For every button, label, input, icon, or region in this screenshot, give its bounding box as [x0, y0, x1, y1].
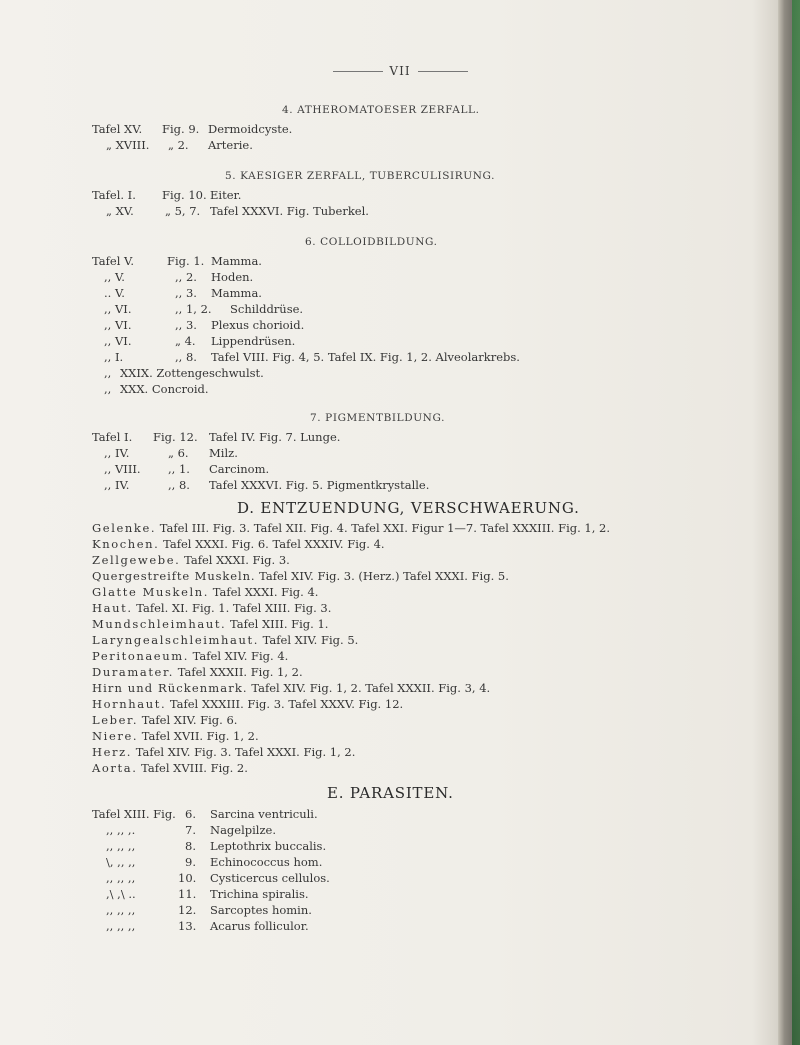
d-refs-5: Tafel. XI. Fig. 1. Tafel XIII. Fig. 3.	[136, 601, 332, 615]
s6-fig-2: ,, 3.	[175, 286, 197, 300]
s5-tafel-1: „ XV.	[106, 204, 134, 218]
d-entry-10	[92, 680, 490, 696]
section-d-heading: D. ENTZUENDUNG, VERSCHWAERUNG.	[237, 499, 580, 517]
d-term-4: Glatte Muskeln.	[92, 585, 210, 599]
e-fig-6: 12.	[178, 903, 197, 917]
e-fig-7: 13.	[178, 919, 197, 933]
d-term-13: Niere.	[92, 729, 139, 743]
e-desc-0: Sarcina ventriculi.	[210, 807, 318, 821]
s5-desc-1: Tafel XXXVI. Fig. Tuberkel.	[210, 204, 369, 218]
d-refs-2: Tafel XXXI. Fig. 3.	[184, 553, 290, 567]
s5-fig-0: Fig. 10.	[162, 188, 207, 202]
e-desc-2: Leptothrix buccalis.	[210, 839, 327, 853]
d-entry-9	[92, 664, 303, 680]
d-term-5: Haut.	[92, 601, 133, 615]
e-tafel-1: ,, ,, ,.	[106, 823, 136, 837]
s6-tafel-0: Tafel V.	[92, 254, 134, 268]
e-fig-2: 8.	[185, 839, 196, 853]
s4-tafel-1: „ XVIII.	[106, 138, 150, 152]
page-number: VII	[389, 64, 411, 78]
d-refs-8: Tafel XIV. Fig. 4.	[192, 649, 289, 663]
s6-fig-0: Fig. 1.	[167, 254, 205, 268]
e-desc-3: Echinococcus hom.	[210, 855, 323, 869]
d-entry-2	[92, 552, 290, 568]
d-term-7: Laryngealschleimhaut.	[92, 633, 259, 647]
s7-fig-1: „ 6.	[168, 446, 189, 460]
d-refs-3: Tafel XIV. Fig. 3. (Herz.) Tafel XXXI. Fig. 5.	[259, 569, 509, 583]
d-term-11: Hornhaut.	[92, 697, 167, 711]
d-term-12: Leber.	[92, 713, 139, 727]
section-5-heading: 5. KAESIGER ZERFALL, TUBERCULISIRUNG.	[225, 170, 496, 182]
d-term-1: Knochen.	[92, 537, 160, 551]
s6-tafel-1: ,, V.	[104, 270, 125, 284]
d-term-15: Aorta.	[92, 761, 138, 775]
e-desc-5: Trichina spiralis.	[210, 887, 309, 901]
s6-desc-6: Tafel VIII. Fig. 4, 5. Tafel IX. Fig. 1, 2. Alveolarkrebs.	[211, 350, 520, 364]
d-refs-14: Tafel XIV. Fig. 3. Tafel XXXI. Fig. 1, 2.	[135, 745, 356, 759]
s7-tafel-1: ,, IV.	[104, 446, 130, 460]
s6-desc-3: Schilddrüse.	[230, 302, 304, 316]
d-entry-15	[92, 760, 248, 776]
s6-fig-4: ,, 3.	[175, 318, 197, 332]
s6-extra-mark-0: ,,	[104, 366, 112, 380]
s6-tafel-4: ,, VI.	[104, 318, 132, 332]
d-term-0: Gelenke.	[92, 521, 157, 535]
e-fig-0: 6.	[185, 807, 196, 821]
e-fig-5: 11.	[178, 887, 197, 901]
s6-tafel-3: ,, VI.	[104, 302, 132, 316]
d-refs-4: Tafel XXXI. Fig. 4.	[212, 585, 319, 599]
d-term-2: Zellgewebe.	[92, 553, 181, 567]
section-6-heading: 6. COLLOIDBILDUNG.	[305, 236, 438, 248]
e-desc-7: Acarus folliculor.	[210, 919, 309, 933]
header-rule-right	[418, 71, 468, 72]
s4-desc-1: Arterie.	[208, 138, 253, 152]
e-tafel-2: ,, ,, ,,	[106, 839, 136, 853]
section-4-heading: 4. ATHEROMATOESER ZERFALL.	[282, 104, 480, 116]
s7-tafel-2: ,, VIII.	[104, 462, 141, 476]
d-refs-7: Tafel XIV. Fig. 5.	[262, 633, 359, 647]
s6-desc-1: Hoden.	[211, 270, 254, 284]
s7-fig-3: ,, 8.	[168, 478, 190, 492]
s6-tafel-5: ,, VI.	[104, 334, 132, 348]
s6-desc-2: Mamma.	[211, 286, 262, 300]
s6-desc-5: Lippendrüsen.	[211, 334, 296, 348]
s7-fig-2: ,, 1.	[168, 462, 190, 476]
section-e-heading: E. PARASITEN.	[327, 784, 454, 802]
d-term-10: Hirn und Rückenmark.	[92, 681, 248, 695]
s7-tafel-3: ,, IV.	[104, 478, 130, 492]
d-entry-1	[92, 536, 385, 552]
d-entry-13	[92, 728, 259, 744]
e-desc-4: Cysticercus cellulos.	[210, 871, 330, 885]
d-refs-11: Tafel XXXIII. Fig. 3. Tafel XXXV. Fig. 12.	[169, 697, 404, 711]
s7-fig-0: Fig. 12.	[153, 430, 198, 444]
s7-desc-2: Carcinom.	[209, 462, 270, 476]
d-term-3: Quergestreifte Muskeln.	[92, 569, 256, 583]
d-refs-0: Tafel III. Fig. 3. Tafel XII. Fig. 4. Tafel XXI. Figur 1—7. Tafel XXXIII. Fig. 1, 2.	[159, 521, 611, 535]
s4-desc-0: Dermoidcyste.	[208, 122, 293, 136]
e-tafel-6: ,, ,, ,,	[106, 903, 136, 917]
d-entry-7	[92, 632, 358, 648]
d-refs-13: Tafel XVII. Fig. 1, 2.	[141, 729, 259, 743]
s6-extra-mark-1: ,,	[104, 382, 112, 396]
s7-desc-0: Tafel IV. Fig. 7. Lunge.	[209, 430, 341, 444]
d-entry-3	[92, 568, 509, 584]
s6-extra-desc-1: XXX. Concroid.	[120, 382, 209, 396]
e-fig-4: 10.	[178, 871, 197, 885]
d-entry-11	[92, 696, 403, 712]
d-term-9: Duramater.	[92, 665, 175, 679]
s4-tafel-0: Tafel XV.	[92, 122, 143, 136]
s6-extra-desc-0: XXIX. Zottengeschwulst.	[120, 366, 264, 380]
s5-tafel-0: Tafel. I.	[92, 188, 136, 202]
s6-fig-5: „ 4.	[175, 334, 196, 348]
d-entry-0	[92, 520, 610, 536]
s7-desc-3: Tafel XXXVI. Fig. 5. Pigmentkrystalle.	[209, 478, 430, 492]
s6-desc-0: Mamma.	[211, 254, 262, 268]
s7-tafel-0: Tafel I.	[92, 430, 133, 444]
d-term-14: Herz.	[92, 745, 133, 759]
s5-desc-0: Eiter.	[210, 188, 242, 202]
e-tafel-3: \, ,, ,,	[106, 855, 136, 869]
e-fig-3: 9.	[185, 855, 196, 869]
e-fig-1: 7.	[185, 823, 196, 837]
d-refs-6: Tafel XIII. Fig. 1.	[229, 617, 329, 631]
d-refs-12: Tafel XIV. Fig. 6.	[141, 713, 238, 727]
e-tafel-0: Tafel XIII. Fig.	[92, 807, 176, 821]
s6-tafel-2: .. V.	[104, 286, 125, 300]
e-tafel-5: ,\ ,\ ..	[106, 887, 136, 901]
d-refs-1: Tafel XXXI. Fig. 6. Tafel XXXIV. Fig. 4.	[163, 537, 385, 551]
d-entry-14	[92, 744, 355, 760]
s6-fig-1: ,, 2.	[175, 270, 197, 284]
d-refs-9: Tafel XXXII. Fig. 1, 2.	[177, 665, 303, 679]
binding-edge	[792, 0, 800, 1045]
d-entry-12	[92, 712, 237, 728]
d-entry-5	[92, 600, 331, 616]
s6-fig-6: ,, 8.	[175, 350, 197, 364]
s6-desc-4: Plexus chorioid.	[211, 318, 305, 332]
e-tafel-7: ,, ,, ,,	[106, 919, 136, 933]
e-desc-1: Nagelpilze.	[210, 823, 277, 837]
d-term-8: Peritonaeum.	[92, 649, 189, 663]
d-entry-8	[92, 648, 288, 664]
s7-desc-1: Milz.	[209, 446, 238, 460]
s6-tafel-6: ,, I.	[104, 350, 124, 364]
s4-fig-1: „ 2.	[168, 138, 189, 152]
e-tafel-4: ,, ,, ,,	[106, 871, 136, 885]
d-term-6: Mundschleimhaut.	[92, 617, 227, 631]
e-desc-6: Sarcoptes homin.	[210, 903, 312, 917]
s5-fig-1: „ 5, 7.	[165, 204, 201, 218]
section-7-heading: 7. PIGMENTBILDUNG.	[310, 412, 446, 424]
d-entry-4	[92, 584, 318, 600]
d-refs-15: Tafel XVIII. Fig. 2.	[141, 761, 248, 775]
s4-fig-0: Fig. 9.	[162, 122, 200, 136]
d-refs-10: Tafel XIV. Fig. 1, 2. Tafel XXXII. Fig. 3, 4.	[251, 681, 491, 695]
s6-fig-3: ,, 1, 2.	[175, 302, 212, 316]
d-entry-6	[92, 616, 328, 632]
